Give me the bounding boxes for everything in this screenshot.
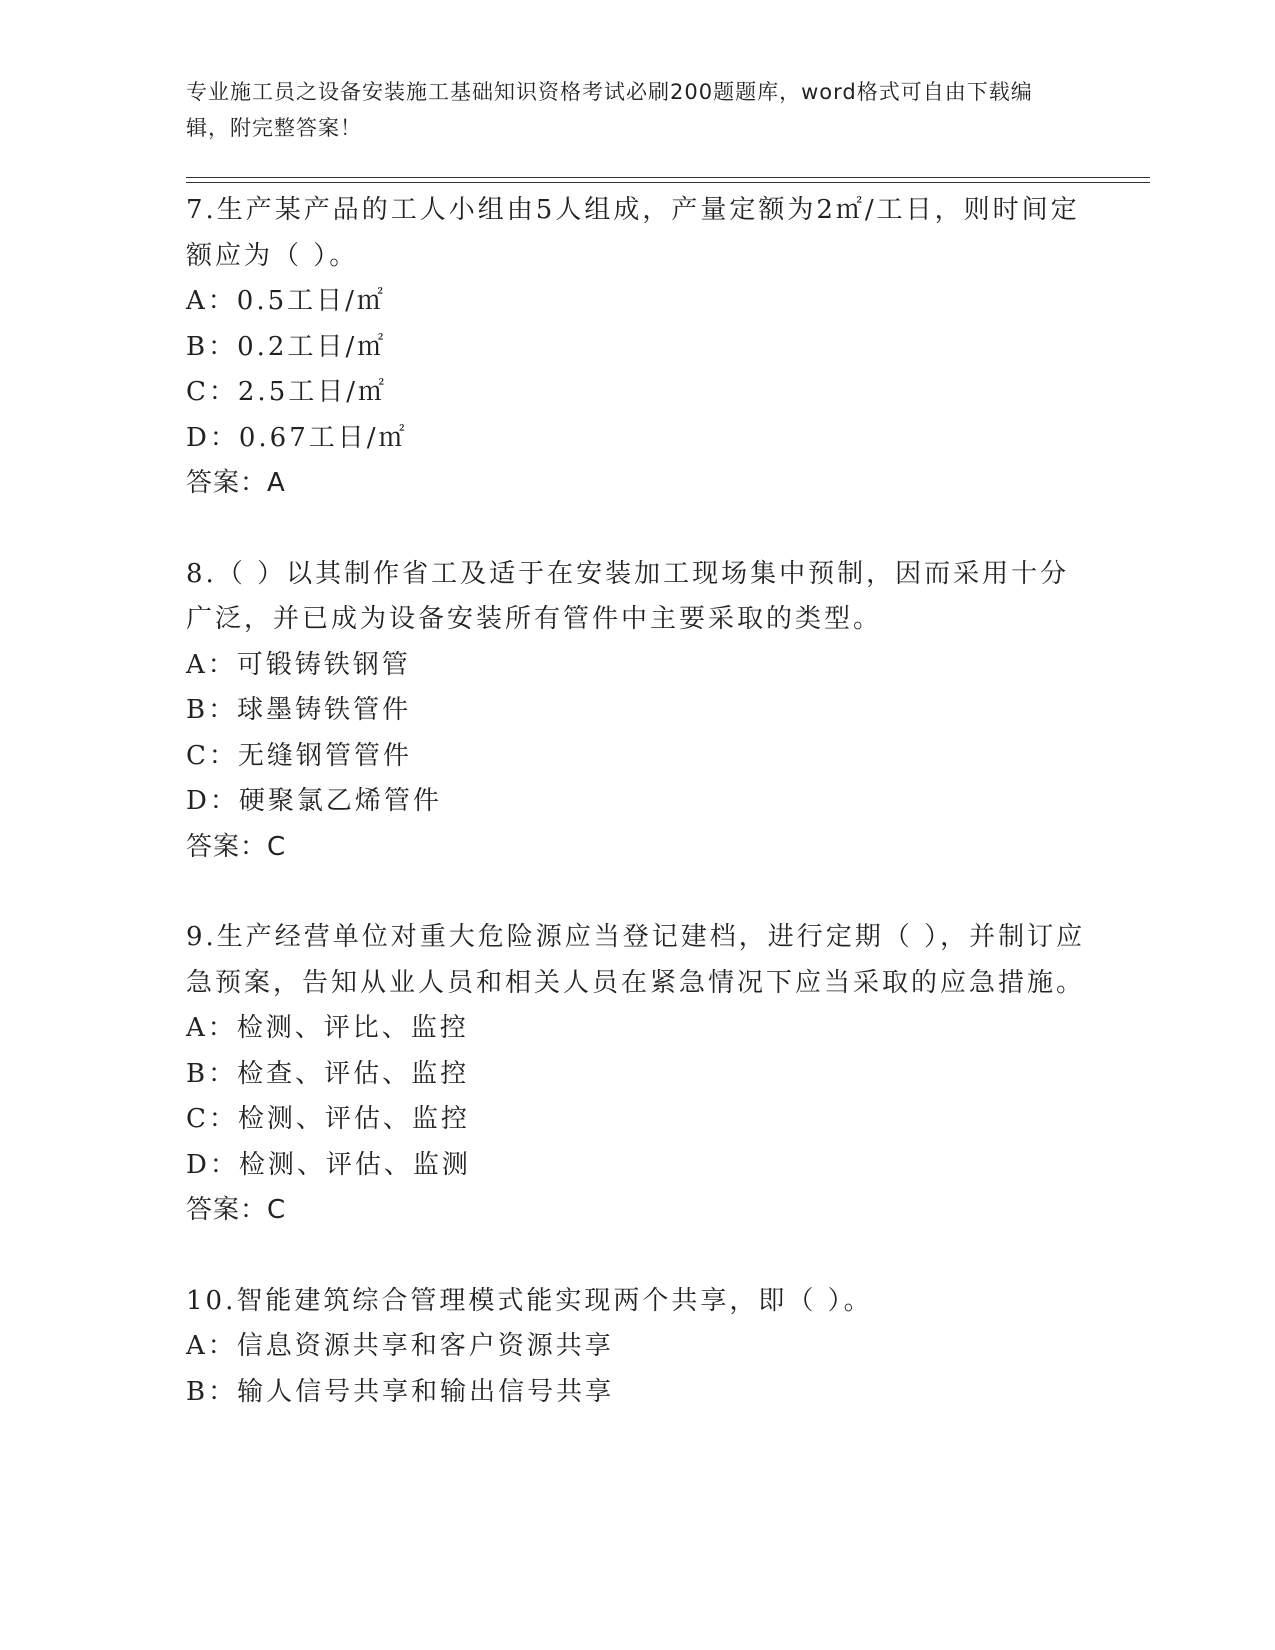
answer-line: 答案：A	[186, 468, 286, 498]
option-b: B：球墨铸铁管件	[186, 695, 412, 725]
answer-line: 答案：C	[186, 1195, 287, 1225]
answer-line: 答案：C	[186, 831, 287, 862]
option-b: B：0.2工日/㎡	[186, 331, 387, 362]
option-a: A：检测、评比、监控	[186, 1013, 469, 1043]
question-item	[186, 188, 1086, 507]
header-divider-bottom	[186, 182, 1150, 183]
option-c: C：2.5工日/㎡	[186, 377, 388, 407]
question-text: 8.（ ）以其制作省工及适于在安装加工现场集中预制，因而采用十分广泛，并已成为设备安装所有管件中主要采取的类型。	[186, 558, 1070, 634]
question-text: 10.智能建筑综合管理模式能实现两个共享，即（ ）。	[186, 1285, 873, 1316]
question-item	[186, 552, 1086, 871]
option-a: A：0.5工日/㎡	[186, 286, 386, 316]
option-d: D：检测、评估、监测	[186, 1149, 471, 1180]
question-text: 9.生产经营单位对重大危险源应当登记建档，进行定期（ ），并制订应急预案，告知从业人员和相关人员在紧急情况下应当采取的应急措施。	[186, 922, 1086, 998]
option-d: D：0.67工日/㎡	[186, 422, 408, 453]
option-c: C：检测、评估、监控	[186, 1104, 470, 1134]
option-a: A：可锻铸铁钢管	[186, 649, 411, 680]
option-a: A：信息资源共享和客户资源共享	[186, 1331, 614, 1361]
option-b: B：检查、评估、监控	[186, 1058, 470, 1089]
question-text: 7.生产某产品的工人小组由5人组成，产量定额为2㎡/工日，则时间定额应为（ ）。	[186, 195, 1080, 271]
option-c: C：无缝钢管管件	[186, 740, 412, 771]
option-d: D：硬聚氯乙烯管件	[186, 786, 442, 816]
question-list	[186, 188, 1086, 1460]
option-b: B：输人信号共享和输出信号共享	[186, 1376, 615, 1407]
header-divider-top	[186, 177, 1150, 178]
question-item	[186, 915, 1086, 1234]
document-header: 专业施工员之设备安装施工基础知识资格考试必刷200题题库，word格式可自由下载编辑，附完整答案！	[186, 80, 1033, 140]
question-item	[186, 1279, 1086, 1416]
